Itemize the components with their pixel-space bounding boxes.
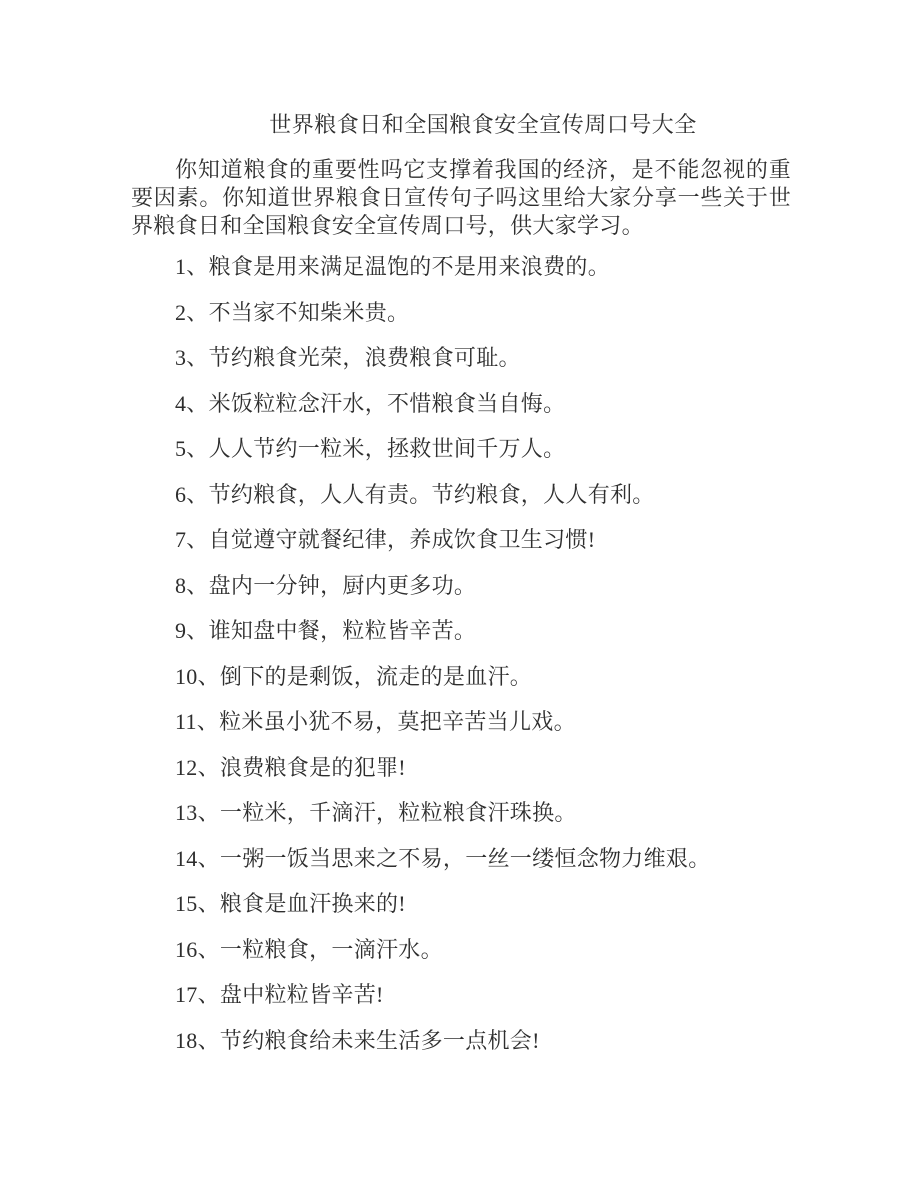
list-item: 14、一粥一饭当思来之不易，一丝一缕恒念物力维艰。 <box>175 845 711 871</box>
list-item: 12、浪费粮食是的犯罪! <box>175 754 406 780</box>
list-item: 7、自觉遵守就餐纪律，养成饮食卫生习惯! <box>175 527 596 552</box>
list-item: 1、粮食是用来满足温饱的不是用来浪费的。 <box>175 254 611 279</box>
document-title: 世界粮食日和全国粮食安全宣传周口号大全 <box>269 112 697 137</box>
list-item: 4、米饭粒粒念汗水，不惜粮食当自悔。 <box>175 390 566 416</box>
list-item: 9、谁知盘中餐，粒粒皆辛苦。 <box>175 618 477 643</box>
list-item: 2、不当家不知柴米贵。 <box>175 299 410 325</box>
list-item: 17、盘中粒粒皆辛苦! <box>175 982 384 1007</box>
intro-paragraph: 你知道粮食的重要性吗它支撑着我国的经济，是不能忽视的重要因素。你知道世界粮食日宣传句子吗这里给大家分享一些关于世界粮食日和全国粮食安全宣传周口号，供大家学习。 <box>131 157 791 238</box>
list-item: 10、倒下的是剩饭，流走的是血汗。 <box>175 663 533 689</box>
list-item: 6、节约粮食，人人有责。节约粮食，人人有利。 <box>175 481 655 507</box>
list-item: 13、一粒米，千滴汗，粒粒粮食汗珠换。 <box>175 800 577 825</box>
list-item: 8、盘内一分钟，厨内更多功。 <box>175 572 477 598</box>
list-item: 5、人人节约一粒米，拯救世间千万人。 <box>175 436 566 461</box>
list-item: 15、粮食是血汗换来的! <box>175 891 406 916</box>
list-item: 11、粒米虽小犹不易，莫把辛苦当儿戏。 <box>175 709 576 734</box>
list-item: 16、一粒粮食，一滴汗水。 <box>175 936 443 962</box>
list-item: 18、节约粮食给未来生活多一点机会! <box>175 1027 540 1053</box>
document-content <box>131 112 791 1072</box>
slogan-list <box>131 253 791 1055</box>
list-item: 3、节约粮食光荣，浪费粮食可耻。 <box>175 345 521 370</box>
